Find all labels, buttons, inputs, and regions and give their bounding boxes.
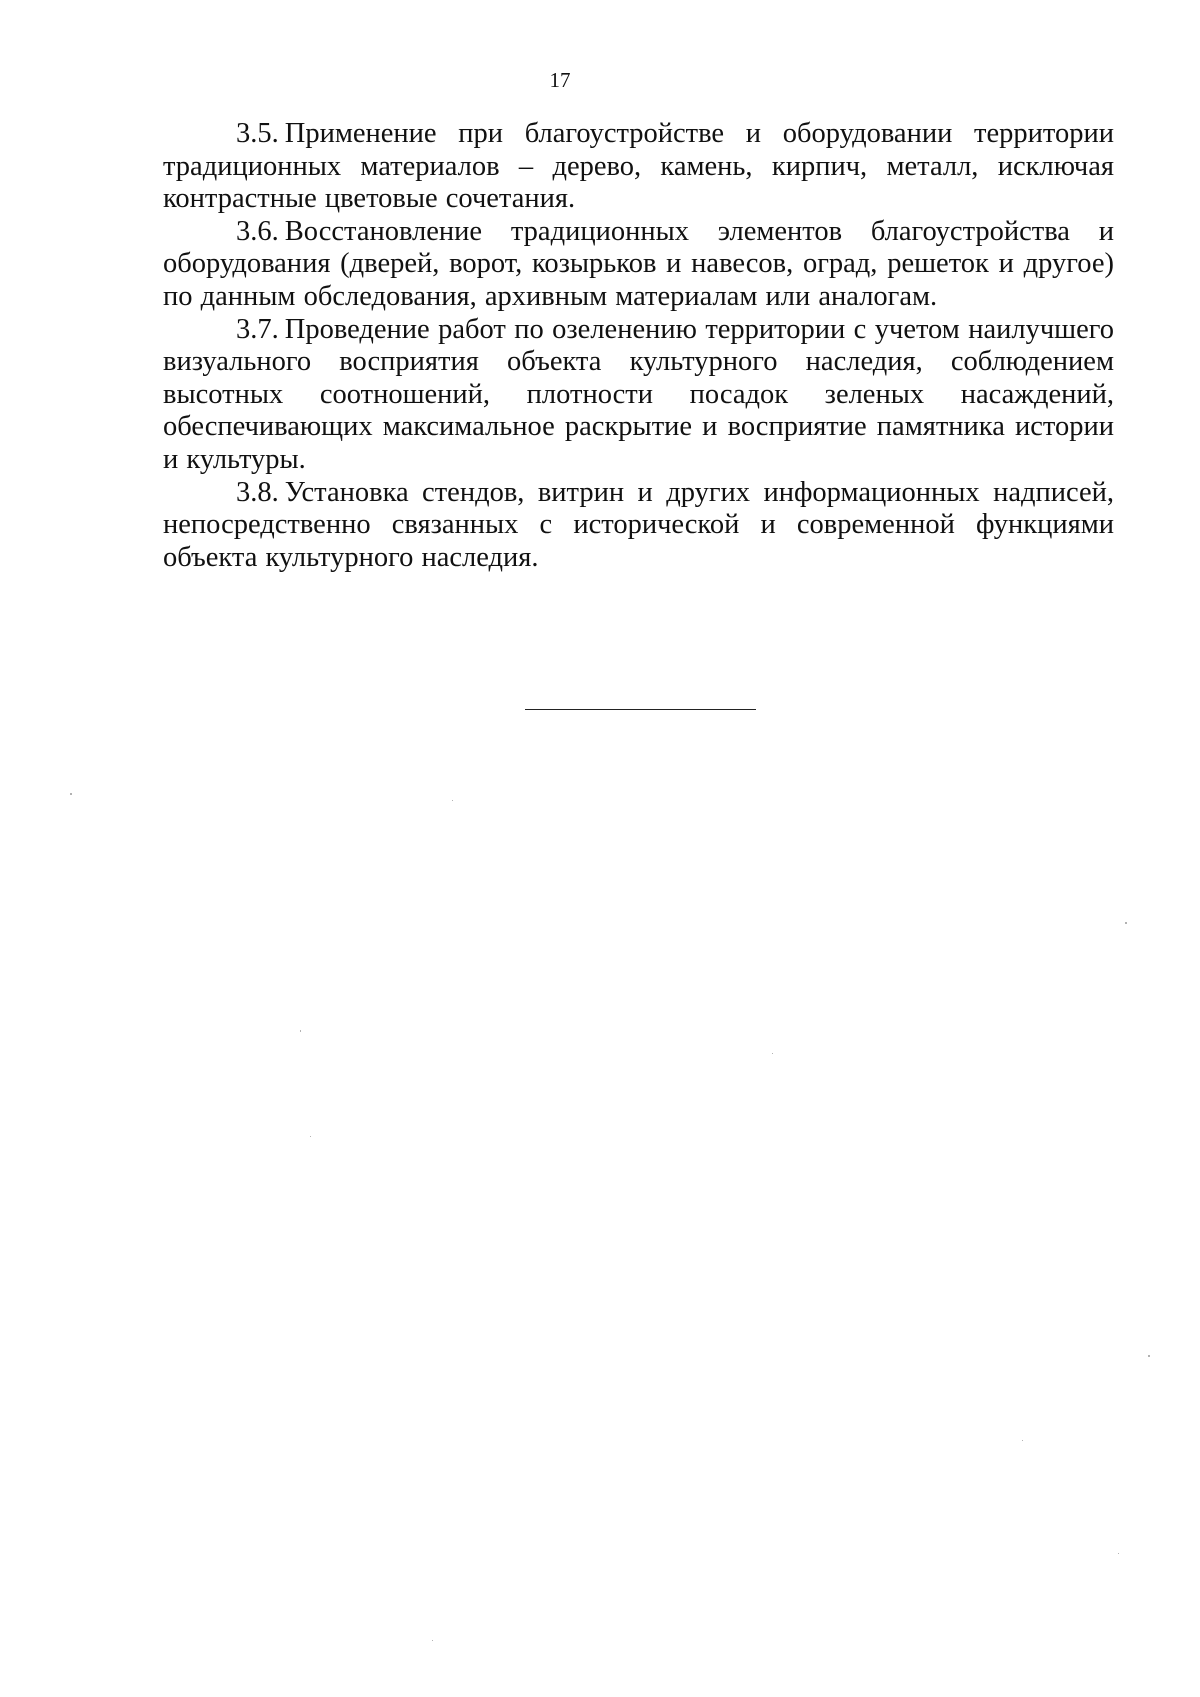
scan-speck [310, 1136, 311, 1137]
paragraph-text: Установка стендов, витрин и других информационных надписей, непосредственно связанных с исторической и современной функциями объекта культурного наследия. [163, 476, 1114, 573]
scan-speck [432, 1640, 433, 1641]
paragraph-text: Восстановление традиционных элементов благоустройства и оборудования (дверей, ворот, козырьков и навесов, оград, решеток и другое) по данным обследования, архивным материалам или аналогам. [163, 215, 1114, 312]
page-number: 17 [549, 68, 571, 92]
scan-speck [452, 800, 453, 801]
scan-speck [1125, 922, 1127, 924]
paragraph-3-6 [163, 216, 1114, 314]
paragraph-text: Проведение работ по озеленению территории с учетом наилучшего визуального восприятия объекта культурного наследия, соблюдением высотных соотношений, плотности посадок зеленых насаждений, обеспечивающих максимальное раскрытие и восприятие памятника истории и культуры. [163, 313, 1114, 475]
end-of-document-rule [525, 709, 756, 710]
paragraph-number: 3.7. [236, 313, 279, 345]
paragraph-3-8 [163, 477, 1114, 575]
paragraph-text: Применение при благоустройстве и оборудовании территории традиционных материалов – дерево, камень, кирпич, металл, исключая контрастные цветовые сочетания. [163, 118, 1114, 215]
scan-speck [1118, 1553, 1119, 1554]
paragraph-3-7 [163, 314, 1114, 477]
document-body [163, 118, 1114, 574]
paragraph-number: 3.5. [236, 118, 279, 149]
paragraph-number: 3.6. [236, 215, 279, 247]
scan-speck [300, 1030, 301, 1032]
scan-speck [1148, 1355, 1150, 1357]
paragraph-number: 3.8. [236, 476, 279, 508]
paragraph-3-5 [163, 118, 1114, 216]
scan-speck [772, 1053, 773, 1054]
scan-speck [70, 793, 72, 795]
scan-speck [1022, 1440, 1023, 1441]
